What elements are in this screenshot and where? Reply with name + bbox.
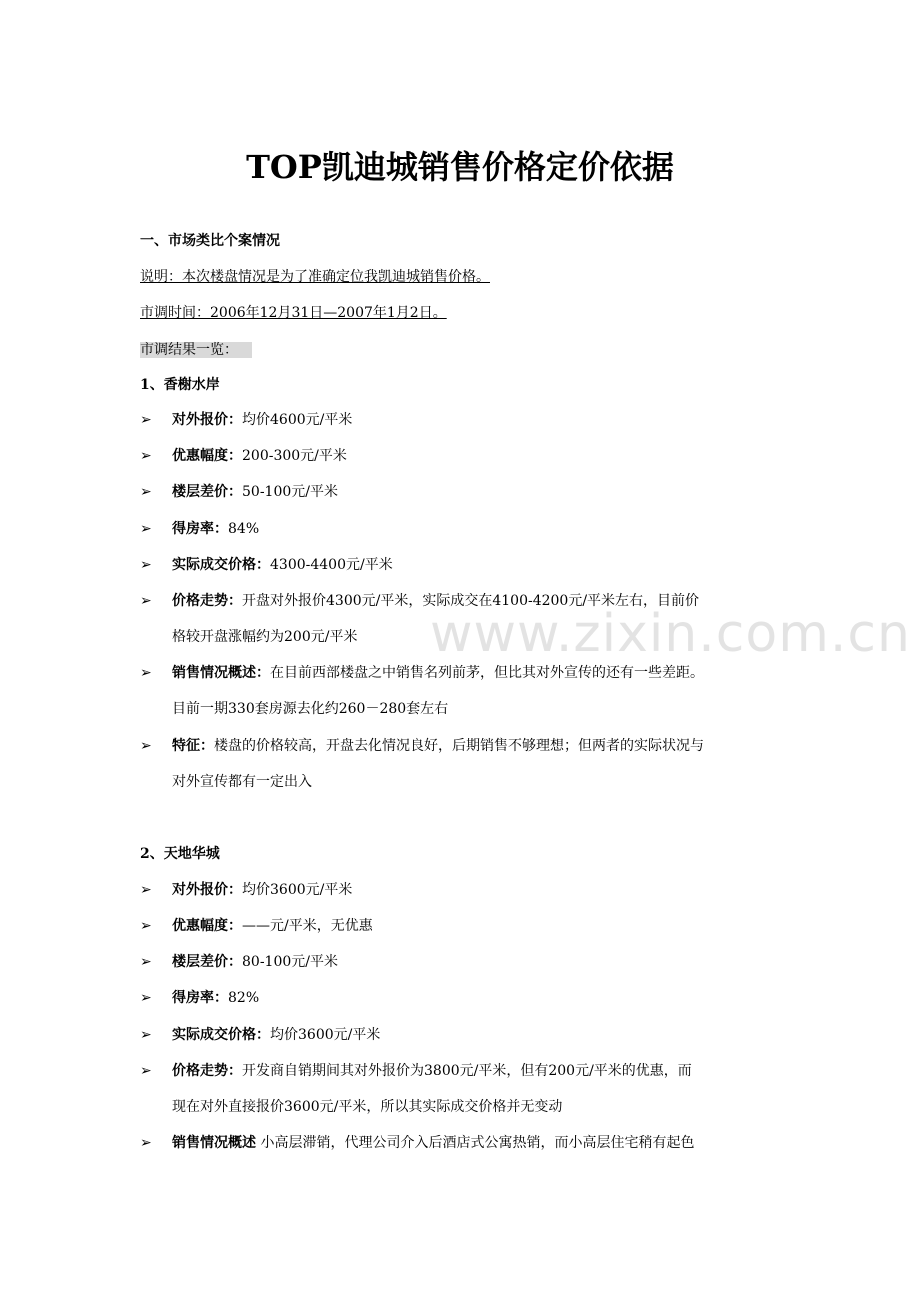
bullet-arrow-icon: ➢ xyxy=(140,448,152,464)
survey-time-line: 市调时间：2006年12月31日—2007年1月2日。 xyxy=(140,305,447,321)
list-item: 销售情况概述 小高层滞销，代理公司介入后酒店式公寓热销，而小高层住宅稍有起色 xyxy=(172,1135,695,1151)
project-heading: 2、天地华城 xyxy=(140,846,220,862)
bullet-arrow-icon: ➢ xyxy=(140,665,152,681)
section-heading: 一、市场类比个案情况 xyxy=(140,233,280,249)
list-item: 销售情况概述：在目前西部楼盘之中销售名列前茅，但比其对外宣传的还有一些差距。 xyxy=(172,665,704,681)
project-heading: 1、香榭水岸 xyxy=(140,377,220,393)
list-item: 楼层差价：50-100元/平米 xyxy=(172,484,338,500)
bullet-arrow-icon: ➢ xyxy=(140,593,152,609)
bullet-arrow-icon: ➢ xyxy=(140,918,152,934)
bullet-arrow-icon: ➢ xyxy=(140,738,152,754)
list-item: 得房率：84% xyxy=(172,521,260,537)
document-title: TOP凯迪城销售价格定价依据 xyxy=(246,148,674,186)
bullet-arrow-icon: ➢ xyxy=(140,521,152,537)
bullet-arrow-icon: ➢ xyxy=(140,412,152,428)
list-item-continuation: 目前一期330套房源去化约260－280套左右 xyxy=(172,701,449,717)
list-item-continuation: 格较开盘涨幅约为200元/平米 xyxy=(172,629,358,645)
list-item: 优惠幅度：——元/平米，无优惠 xyxy=(172,918,373,934)
list-item: 特征：楼盘的价格较高，开盘去化情况良好，后期销售不够理想；但两者的实际状况与 xyxy=(172,738,704,754)
bullet-arrow-icon: ➢ xyxy=(140,1027,152,1043)
list-item: 优惠幅度：200-300元/平米 xyxy=(172,448,347,464)
list-item: 实际成交价格：均价3600元/平米 xyxy=(172,1027,381,1043)
bullet-arrow-icon: ➢ xyxy=(140,1063,152,1079)
list-item: 得房率：82% xyxy=(172,990,260,1006)
list-item: 价格走势：开发商自销期间其对外报价为3800元/平米，但有200元/平米的优惠，而 xyxy=(172,1063,692,1079)
bullet-arrow-icon: ➢ xyxy=(140,1135,152,1151)
list-item-continuation: 现在对外直接报价3600元/平米，所以其实际成交价格并无变动 xyxy=(172,1099,563,1115)
bullet-arrow-icon: ➢ xyxy=(140,954,152,970)
list-item: 实际成交价格：4300-4400元/平米 xyxy=(172,557,393,573)
list-item: 对外报价：均价4600元/平米 xyxy=(172,412,353,428)
bullet-arrow-icon: ➢ xyxy=(140,557,152,573)
list-item-continuation: 对外宣传都有一定出入 xyxy=(172,774,312,790)
watermark: www.zixin.com.cn xyxy=(430,604,911,664)
note-line: 说明：本次楼盘情况是为了准确定位我凯迪城销售价格。 xyxy=(140,269,490,285)
bullet-arrow-icon: ➢ xyxy=(140,484,152,500)
bullet-arrow-icon: ➢ xyxy=(140,990,152,1006)
list-item: 楼层差价：80-100元/平米 xyxy=(172,954,338,970)
bullet-arrow-icon: ➢ xyxy=(140,882,152,898)
summary-heading: 市调结果一览： xyxy=(140,340,252,360)
list-item: 对外报价：均价3600元/平米 xyxy=(172,882,353,898)
list-item: 价格走势：开盘对外报价4300元/平米，实际成交在4100-4200元/平米左右，目前价 xyxy=(172,593,700,609)
